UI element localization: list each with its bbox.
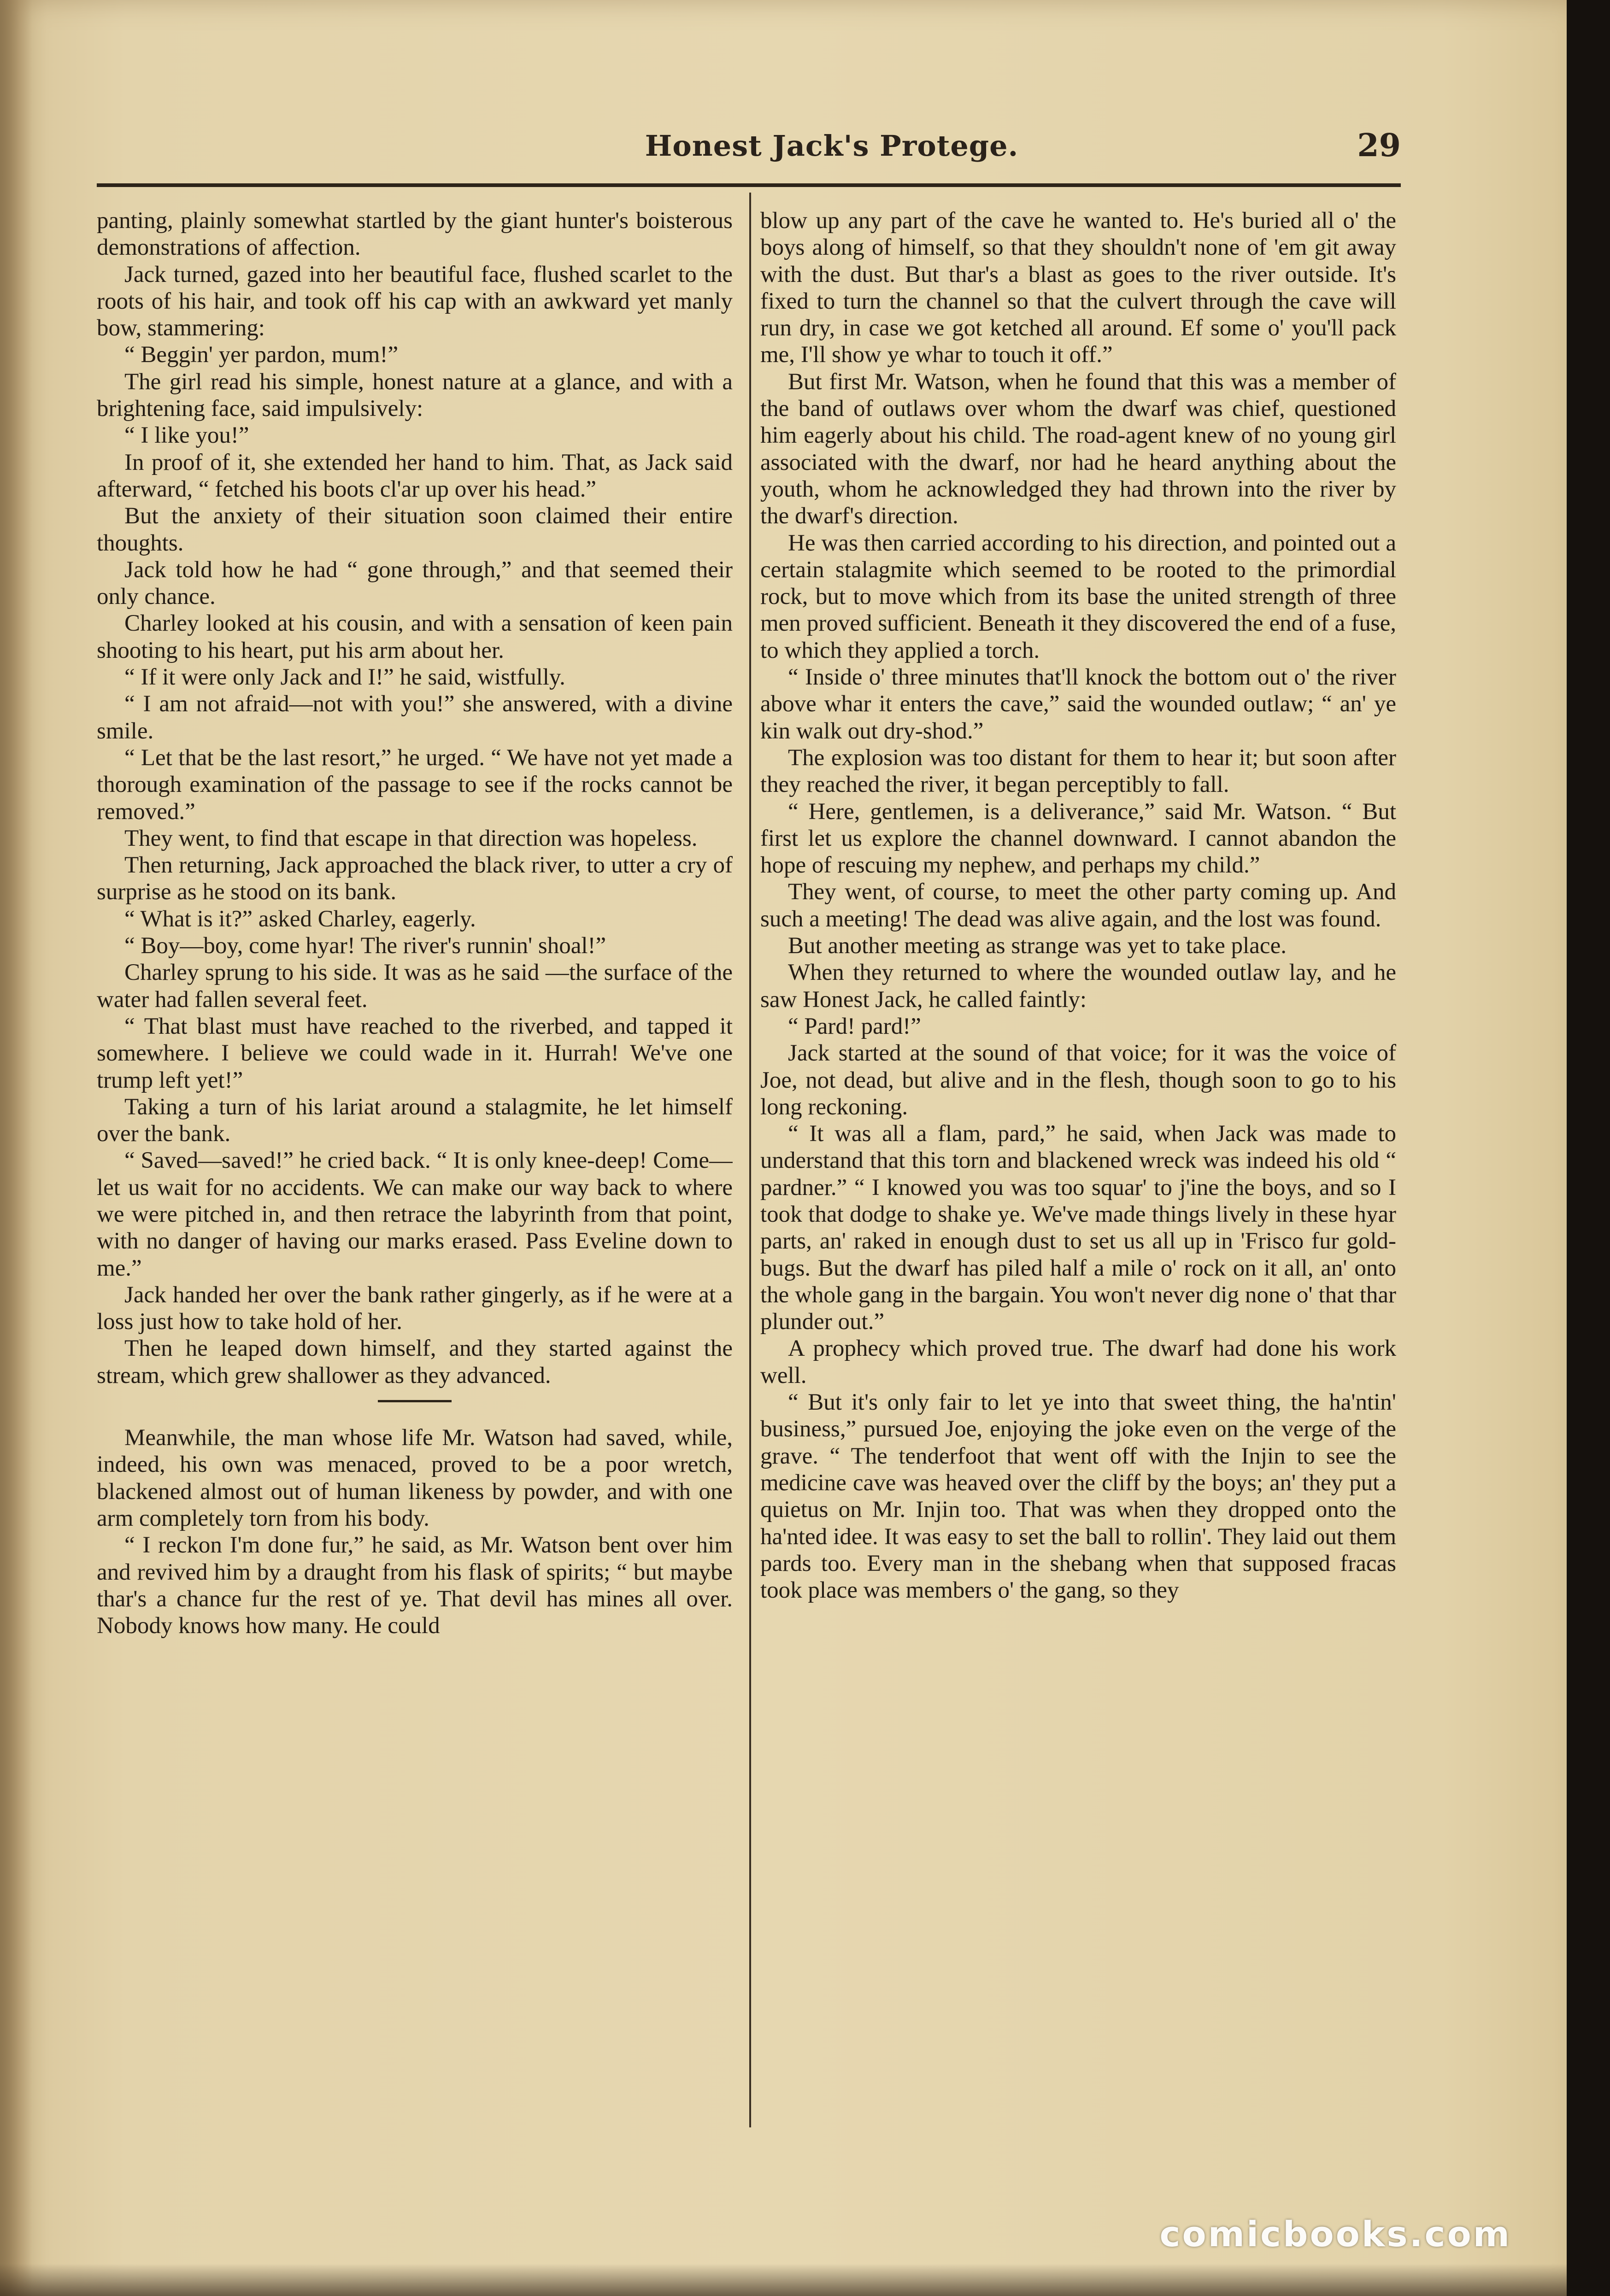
running-title: Honest Jack's Protege. bbox=[645, 129, 1019, 163]
paragraph: But the anxiety of their situation soon claimed their entire thoughts. bbox=[97, 503, 733, 556]
paragraph: Meanwhile, the man whose life Mr. Watson had saved, while, indeed, his own was menaced, proved to be a poor wretch, blackened almost out of human likeness by powder, and with one arm completely torn from his body. bbox=[97, 1425, 733, 1531]
header-rule bbox=[97, 183, 1401, 187]
paragraph: They went, of course, to meet the other party coming up. And such a meeting! The dead was alive again, and the lost was found. bbox=[760, 879, 1396, 932]
paragraph: Charley sprung to his side. It was as he said —the surface of the water had fallen several feet. bbox=[97, 960, 733, 1013]
paragraph: Jack handed her over the bank rather gingerly, as if he were at a loss just how to take hold of her. bbox=[97, 1282, 733, 1335]
paragraph: The girl read his simple, honest nature at a glance, and with a brightening face, said impulsively: bbox=[97, 369, 733, 422]
page-bottom-edge bbox=[0, 2264, 1567, 2296]
paragraph: A prophecy which proved true. The dwarf had done his work well. bbox=[760, 1335, 1396, 1388]
paragraph: Charley looked at his cousin, and with a sensation of keen pain shooting to his heart, put his arm about her. bbox=[97, 610, 733, 663]
paragraph: Then returning, Jack approached the black river, to utter a cry of surprise as he stood on its bank. bbox=[97, 852, 733, 905]
right-column bbox=[760, 207, 1396, 2138]
paragraph: “ I reckon I'm done fur,” he said, as Mr. Watson bent over him and revived him by a draught from his flask of spirits; “ but maybe thar's a chance fur the rest of ye. That devil has mines all over. Nobody knows how many. He could bbox=[97, 1532, 733, 1639]
paragraph: blow up any part of the cave he wanted to. He's buried all o' the boys along of himself, so that they shouldn't none of 'em git away with the dust. But thar's a blast as goes to the river outside. It's fixed to turn the channel so that the culvert through the cave will run dry, in case we got ketched all around. Ef some o' you'll pack me, I'll show ye whar to touch it off.” bbox=[760, 208, 1396, 368]
paragraph: Jack started at the sound of that voice; for it was the voice of Joe, not dead, but alive and in the flesh, though soon to go to his long reckoning. bbox=[760, 1040, 1396, 1120]
paragraph: They went, to find that escape in that direction was hopeless. bbox=[124, 825, 698, 851]
left-column-paragraphs-after-break bbox=[97, 1424, 733, 1639]
scan-background-edge bbox=[1567, 0, 1610, 2296]
paragraph: “ Saved—saved!” he cried back. “ It is only knee-deep! Come—let us wait for no accidents. We can make our way back to where we were pitched in, and then retrace the labyrinth from that point, with no danger of having our marks erased. Pass Eveline down to me.” bbox=[97, 1148, 733, 1281]
right-column-paragraphs bbox=[760, 207, 1396, 1604]
paragraph: Jack turned, gazed into her beautiful face, flushed scarlet to the roots of his hair, and took off his cap with an awkward yet manly bow, stammering: bbox=[97, 261, 733, 341]
paragraph: Then he leaped down himself, and they started against the stream, which grew shallower as they advanced. bbox=[97, 1335, 733, 1388]
paragraph: “ But it's only fair to let ye into that sweet thing, the ha'ntin' business,” pursued Joe, enjoying the joke even on the verge of the grave. “ The tenderfoot that went off with the Injin to see the medicine cave was heaved over the cliff by the boys; an' they put a quietus on Mr. Injin too. That was when they dropped onto the ha'nted idee. It was easy to set the ball to rollin'. They laid out them pards too. Every man in the shebang when that supposed fracas took place was members o' the gang, so they bbox=[760, 1389, 1396, 1604]
paragraph: “ Boy—boy, come hyar! The river's runnin' shoal!” bbox=[124, 933, 606, 959]
section-break-rule bbox=[378, 1400, 452, 1402]
paragraph: Taking a turn of his lariat around a stalagmite, he let himself over the bank. bbox=[97, 1094, 733, 1147]
paragraph: panting, plainly somewhat startled by the giant hunter's boisterous demonstrations of affection. bbox=[97, 208, 733, 261]
paragraph: “ Inside o' three minutes that'll knock the bottom out o' the river above whar it enters the cave,” said the wounded outlaw; “ an' ye kin walk out dry-shod.” bbox=[760, 664, 1396, 744]
page-header bbox=[97, 124, 1401, 175]
paragraph: “ What is it?” asked Charley, eagerly. bbox=[124, 906, 476, 932]
page-number: 29 bbox=[1357, 127, 1401, 164]
paragraph: “ It was all a flam, pard,” he said, when Jack was made to understand that this torn and blackened wreck was indeed his old “ pardner.” “ I knowed you was too squar' to j'ine the boys, and so I took that dodge to shake ye. We've made things lively in these hyar parts, an' raked in enough dust to set us all up in 'Frisco fur gold-bugs. But the dwarf has piled half a mile o' rock on it all, an' onto the whole gang in the bargain. You won't never dig none o' that thar plunder out.” bbox=[760, 1121, 1396, 1335]
left-column bbox=[97, 207, 733, 2138]
paragraph: “ If it were only Jack and I!” he said, wistfully. bbox=[124, 664, 565, 691]
paragraph: “ I am not afraid—not with you!” she answered, with a divine smile. bbox=[97, 691, 733, 744]
paragraph: The explosion was too distant for them to hear it; but soon after they reached the river, it began perceptibly to fall. bbox=[760, 744, 1396, 798]
paragraph: But first Mr. Watson, when he found that this was a member of the band of outlaws over whom the dwarf was chief, questioned him eagerly about his child. The road-agent knew of no young girl associated with the dwarf, nor had he heard anything about the youth, whom he acknowledged they had thrown into the river by the dwarf's direction. bbox=[760, 369, 1396, 529]
paragraph: But another meeting as strange was yet to take place. bbox=[788, 933, 1287, 959]
paragraph: “ That blast must have reached to the riverbed, and tapped it somewhere. I believe we could wade in it. Hurrah! We've one trump left yet!” bbox=[97, 1013, 733, 1093]
paragraph: When they returned to where the wounded outlaw lay, and he saw Honest Jack, he called faintly: bbox=[760, 960, 1396, 1013]
paragraph: “ Let that be the last resort,” he urged. “ We have not yet made a thorough examination of the passage to see if the rocks cannot be removed.” bbox=[97, 744, 733, 825]
paragraph: “ Here, gentlemen, is a deliverance,” said Mr. Watson. “ But first let us explore the channel downward. I cannot abandon the hope of rescuing my nephew, and perhaps my child.” bbox=[760, 798, 1396, 879]
paragraph: Jack told how he had “ gone through,” and that seemed their only chance. bbox=[97, 556, 733, 610]
column-divider bbox=[749, 193, 751, 2127]
paragraph: In proof of it, she extended her hand to him. That, as Jack said afterward, “ fetched his boots cl'ar up over his head.” bbox=[97, 449, 733, 502]
watermark: comicbooks.com bbox=[1159, 2214, 1511, 2255]
paragraph: “ I like you!” bbox=[124, 422, 249, 449]
left-column-paragraphs bbox=[97, 207, 733, 1389]
paragraph: “ Pard! pard!” bbox=[788, 1013, 921, 1039]
spine-shadow bbox=[0, 0, 32, 2296]
paragraph: He was then carried according to his direction, and pointed out a certain stalagmite which seemed to be rooted to the primordial rock, but to move which from its base the united strength of three men proved sufficient. Beneath it they discovered the end of a fuse, to which they applied a torch. bbox=[760, 530, 1396, 663]
paragraph: “ Beggin' yer pardon, mum!” bbox=[124, 342, 399, 368]
